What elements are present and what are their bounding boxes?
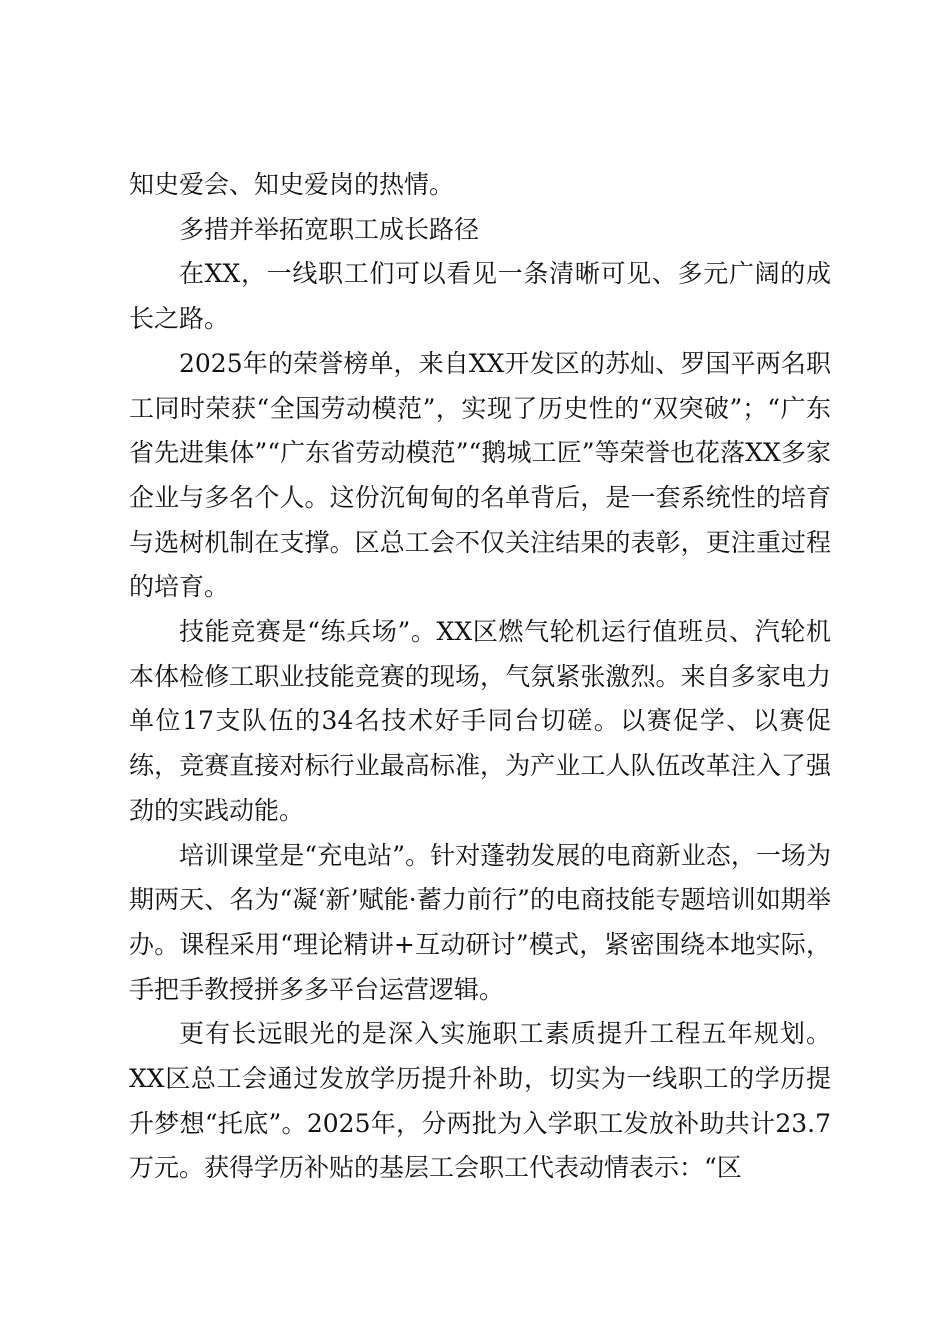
paragraph-skill-competition: 技能竞赛是“练兵场”。XX区燃气轮机运行值班员、汽轮机本体检修工职业技能竞赛的现场，气氛紧张激烈。来自多家电力单位17支队伍的34名技术好手同台切磋。以赛促学、以赛促练，竞赛直接对标行业最高标准，为产业工人队伍改革注入了强劲的实践动能。 xyxy=(129,617,831,825)
paragraph-honor-list: 2025年的荣誉榜单，来自XX开发区的苏灿、罗国平两名职工同时荣获“全国劳动模范”，实现了历史性的“双突破”；“广东省先进集体”“广东省劳动模范”“鹅城工匠”等荣誉也花落XX多家企业与多名个人。这份沉甸甸的名单背后，是一套系统性的培育与选树机制在支撑。区总工会不仅关注结果的表彰，更注重过程的培育。 xyxy=(129,348,831,602)
paragraph-growth-path: 在XX，一线职工们可以看见一条清晰可见、多元广阔的成长之路。 xyxy=(129,259,831,334)
paragraph-training: 培训课堂是“充电站”。针对蓬勃发展的电商新业态，一场为期两天、名为“凝‘新’赋能·蓄力前行”的电商技能专题培训如期举办。课程采用“理论精讲+互动研讨”模式，紧密围绕本地实际，手把手教授拼多多平台运营逻辑。 xyxy=(129,840,831,1004)
article-body xyxy=(129,163,831,1191)
section-heading: 多措并举拓宽职工成长路径 xyxy=(179,214,480,244)
paragraph-education-subsidy: 更有长远眼光的是深入实施职工素质提升工程五年规划。XX区总工会通过发放学历提升补助，切实为一线职工的学历提升梦想“托底”。2025年，分两批为入学职工发放补助共计23.7万元。获得学历补贴的基层工会职工代表动情表示：“区 xyxy=(129,1019,831,1183)
continued-paragraph: 知史爱会、知史爱岗的热情。 xyxy=(129,170,455,199)
